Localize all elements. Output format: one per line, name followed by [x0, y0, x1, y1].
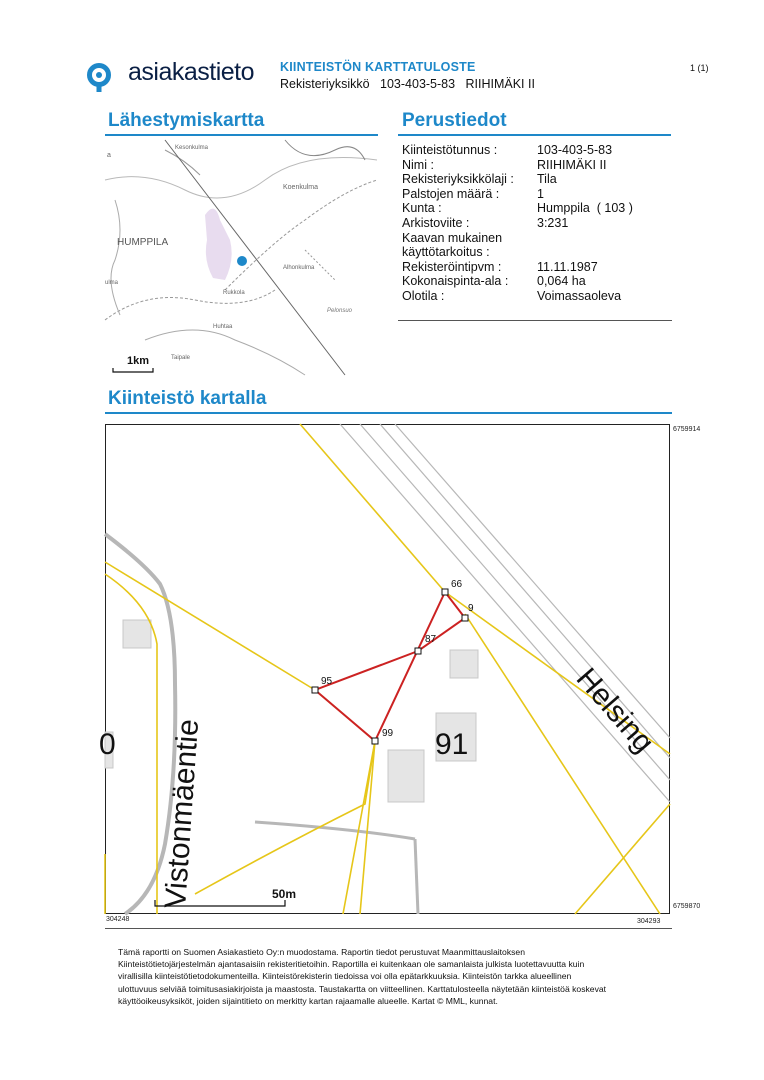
page-number: 1 (1) — [690, 63, 709, 73]
street-label-helsing: Helsing — [569, 661, 661, 760]
basic-info-value: Voimassaoleva — [537, 288, 622, 303]
basic-info-value: 11.11.1987 — [537, 259, 598, 274]
coord-top-right: 6759914 — [673, 426, 701, 433]
place-label: Alhonkulma — [283, 265, 315, 271]
basic-info-table — [402, 143, 672, 304]
basic-info-label: Rekisteröintipvm : — [402, 259, 502, 274]
basic-info-value: Humppila ( 103 ) — [537, 201, 633, 216]
basic-info-label: käyttötarkoitus : — [402, 245, 490, 260]
place-label: Taipale — [171, 355, 191, 361]
place-label: Pelonsuo — [327, 308, 353, 314]
place-label: Kesonkulma — [175, 145, 209, 151]
basic-info-row — [402, 143, 672, 158]
basic-info-label: Nimi : — [402, 157, 434, 172]
coord-bottom-left: 304248 — [106, 916, 130, 923]
footer-line: Tämä raportti on Suomen Asiakastieto Oy:n muodostama. Raportin tiedot perustuvat Maanmittauslaitoksen — [118, 947, 525, 957]
place-label: ulma — [105, 280, 119, 286]
locator-map — [105, 140, 377, 375]
boundary-point-label: 99 — [382, 728, 394, 739]
place-label: Huhtaa — [213, 324, 233, 330]
parcel-map-bottom-rule — [105, 928, 672, 929]
edge-number-label: 0 — [99, 728, 116, 761]
brand-name: asiakastieto — [128, 58, 255, 86]
basic-info-label: Olotila : — [402, 288, 445, 303]
street-label-vistonmaentie: Vistonmäentie — [159, 718, 206, 910]
coord-bottom-mid: 304293 — [637, 918, 661, 925]
basic-info-row — [402, 216, 672, 231]
basic-info-title: Perustiedot — [402, 110, 507, 131]
footer-line: virallisilla kiinteistötietodokumenteilla. Kiinteistörekisterin tiedoissa voi olla epätarkkuuksia. Kiinteistön tarkka alueellinen — [118, 971, 572, 982]
basic-info-title-rule — [398, 134, 671, 136]
parcel-map-title: Kiinteistö kartalla — [108, 388, 267, 409]
locator-scale-label: 1km — [127, 355, 150, 367]
basic-info-bottom-rule — [398, 320, 672, 321]
basic-info-row — [402, 172, 672, 187]
footer-line: Kiinteistötietojärjestelmän ajantasaisiin rekisteritietoihin. Raportilla ei kuitenkaan ole samanlaista julkista luotettavuutta kuin — [118, 959, 585, 970]
basic-info-row — [402, 260, 672, 275]
footer-line: ulottuvuus selviää toimitusasiakirjoista ja maastosta. Taustakartta on viitteellinen. Karttatulosteella näytetään kiinteistöä koskevat — [118, 983, 607, 994]
basic-info-value: 0,064 ha — [537, 274, 586, 289]
parcel-scale-label: 50m — [272, 887, 297, 901]
footer-line: käyttöoikeusyksiköt, joiden sijaintitieto on merkitty kartan rajaamalle alueelle. Kartat © MML, kunnat. — [118, 995, 498, 1006]
parcel-map-title-rule — [105, 412, 672, 414]
basic-info-label: Kaavan mukainen — [402, 230, 503, 245]
basic-info-row — [402, 245, 672, 260]
parcel-map — [99, 424, 670, 914]
boundary-point-label: 9 — [468, 603, 474, 614]
place-label: Koenkulma — [283, 184, 319, 191]
basic-info-row — [402, 274, 672, 289]
basic-info-value: 103-403-5-83 — [537, 143, 613, 157]
document-title: KIINTEISTÖN KARTTATULOSTE — [280, 60, 476, 74]
basic-info-value: 3:231 — [537, 215, 569, 230]
basic-info-row — [402, 289, 672, 304]
place-label: HUMPPILA — [117, 237, 169, 248]
basic-info-label: Palstojen määrä : — [402, 186, 500, 201]
coord-bottom-right: 6759870 — [673, 903, 701, 910]
location-marker-icon — [237, 256, 247, 266]
place-label: Rukkola — [223, 290, 245, 296]
footer-disclaimer — [118, 946, 658, 1007]
basic-info-value: 1 — [537, 186, 544, 201]
basic-info-row — [402, 187, 672, 202]
basic-info-value: RIIHIMÄKI II — [537, 157, 607, 172]
locator-map-title: Lähestymiskartta — [108, 110, 265, 131]
basic-info-row — [402, 231, 672, 246]
boundary-point-label: 95 — [321, 676, 333, 687]
basic-info-row — [402, 158, 672, 173]
document-subtitle: Rekisteriyksikkö 103-403-5-83 RIIHIMÄKI II — [280, 77, 535, 91]
basic-info-row — [402, 201, 672, 216]
basic-info-value: Tila — [537, 172, 557, 187]
basic-info-label: Arkistoviite : — [402, 215, 470, 230]
boundary-point-label: 66 — [451, 579, 463, 590]
basic-info-label: Rekisteriyksikkölaji : — [402, 172, 514, 187]
basic-info-label: Kunta : — [402, 201, 442, 216]
place-label: a — [107, 152, 111, 159]
locator-title-rule — [105, 134, 378, 136]
boundary-point-label: 87 — [425, 634, 437, 645]
basic-info-label: Kokonaispinta-ala : — [402, 274, 509, 289]
basic-info-label: Kiinteistötunnus : — [402, 143, 498, 157]
logo-icon — [86, 62, 122, 94]
block-number-label: 91 — [435, 728, 469, 761]
